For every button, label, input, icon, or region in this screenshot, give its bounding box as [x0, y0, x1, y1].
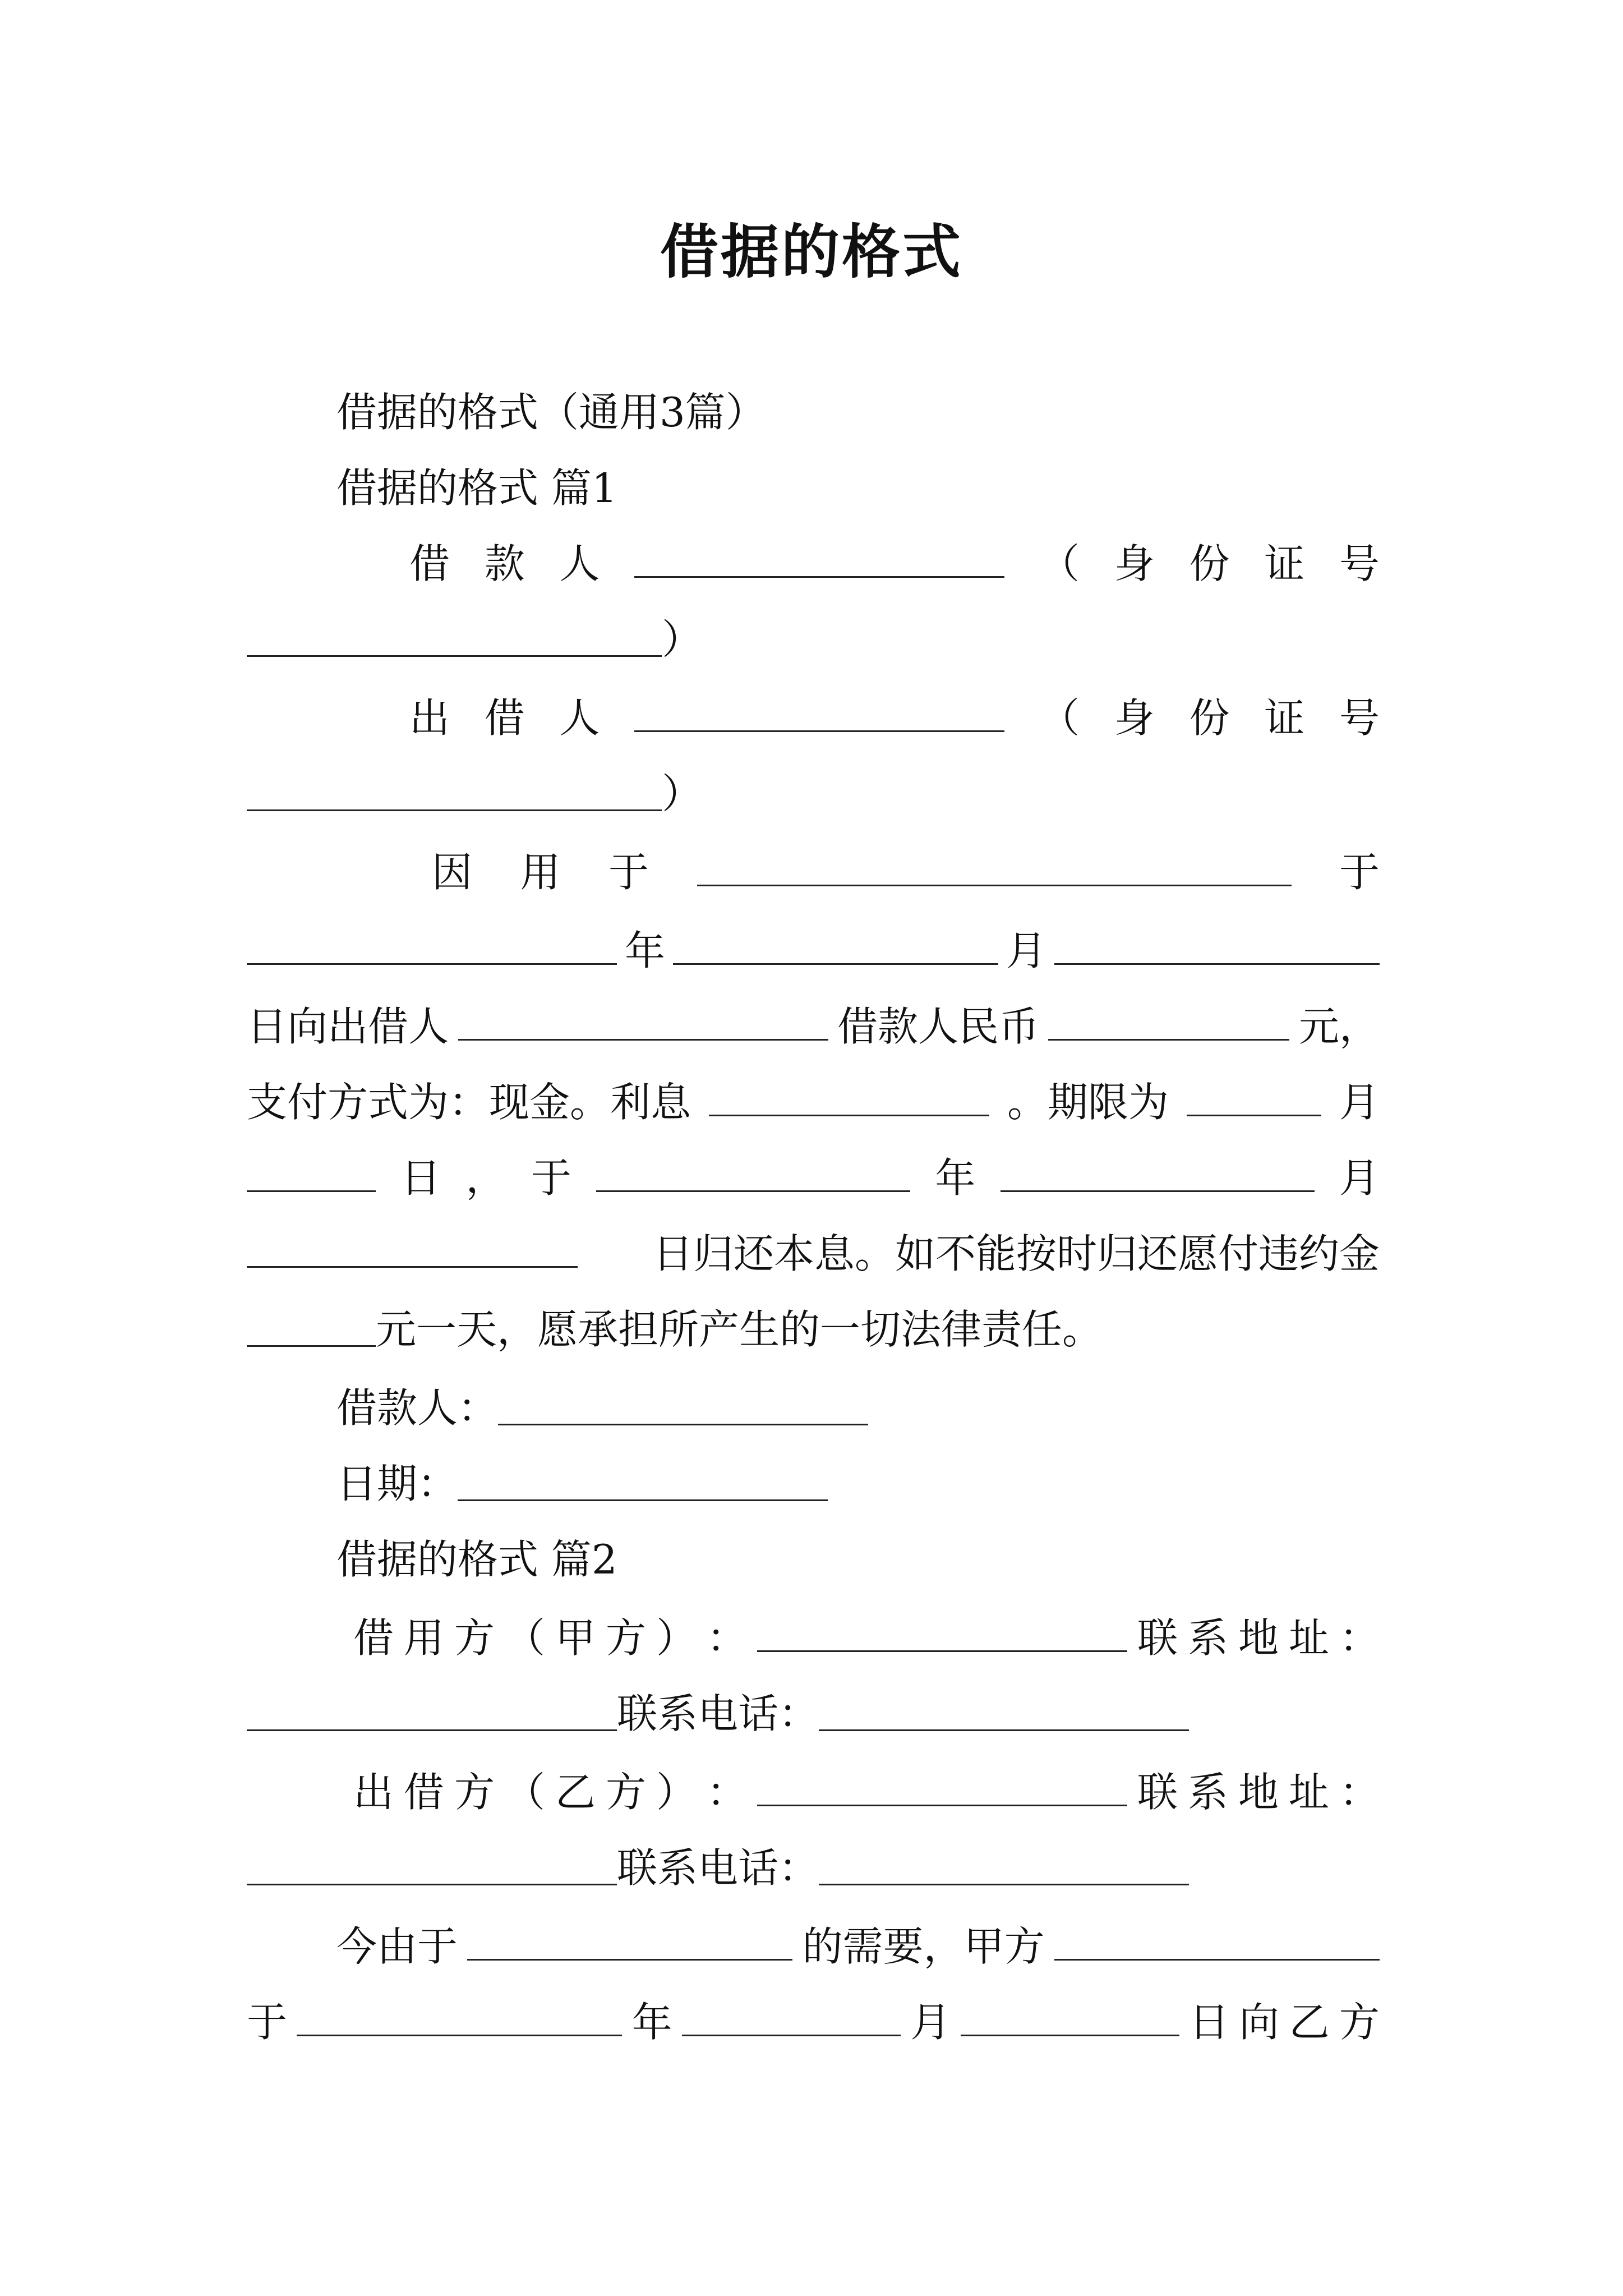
lender-address-blank[interactable] — [247, 1844, 617, 1885]
borrower-party-blank[interactable] — [757, 1611, 1127, 1652]
return-date-line: 日 ， 于 年 月 — [247, 1147, 1380, 1209]
borrower-name-blank[interactable] — [634, 537, 1004, 578]
loan-month-blank[interactable] — [682, 1995, 901, 2036]
term-day-blank[interactable] — [247, 1151, 376, 1192]
purpose-blank[interactable] — [697, 845, 1292, 886]
year-blank[interactable] — [247, 924, 617, 965]
lender-id-line-2: ） — [247, 763, 1380, 825]
sign-borrower-line: 借款人： — [247, 1377, 1380, 1439]
lender-id-blank[interactable] — [247, 770, 662, 811]
sign-date-blank[interactable] — [458, 1460, 828, 1501]
sign-date-line: 日期： — [247, 1453, 1380, 1515]
borrower-id-blank[interactable] — [247, 616, 662, 657]
lender-phone-blank[interactable] — [819, 1844, 1189, 1885]
lender-blank[interactable] — [458, 1000, 828, 1041]
borrower-phone-blank[interactable] — [819, 1690, 1189, 1731]
borrower-contact-line: 联系电话： — [247, 1683, 1380, 1745]
lender-name-blank[interactable] — [634, 691, 1004, 732]
amount-blank[interactable] — [1048, 1000, 1289, 1041]
penalty-blank[interactable] — [247, 1306, 376, 1347]
borrower-id-line-2: ） — [247, 609, 1380, 670]
lender-id-line: 出 借 人 （ 身 份 证 号 — [247, 687, 1380, 749]
reason-line: 今由于 的需要，甲方 — [247, 1916, 1380, 1977]
return-year-blank[interactable] — [596, 1151, 910, 1192]
return-month-blank[interactable] — [1000, 1151, 1315, 1192]
document-title: 借据的格式 — [660, 217, 963, 286]
party-a-blank[interactable] — [1054, 1920, 1380, 1961]
reason-blank[interactable] — [467, 1920, 792, 1961]
repay-line: 日归还本息。如不能按时归还愿付违约金 — [247, 1223, 1380, 1285]
term-month-blank[interactable] — [1187, 1075, 1321, 1116]
loan-day-blank[interactable] — [961, 1995, 1179, 2036]
borrower-id-line: 借 款 人 （ 身 份 证 号 — [247, 533, 1380, 595]
lender-party-blank[interactable] — [757, 1765, 1127, 1806]
payment-line: 支付方式为：现金。利息 。期限为 月 — [247, 1071, 1380, 1133]
section-1-heading: 借据的格式 篇1 — [336, 464, 617, 512]
date-line: 年 月 — [247, 920, 1380, 982]
penalty-line: 元一天，愿承担所产生的一切法律责任。 — [247, 1299, 1380, 1360]
lender-contact-line: 联系电话： — [247, 1837, 1380, 1899]
amount-line: 日向出借人 借款人民币 元， — [247, 996, 1380, 1057]
purpose-line: 因 用 于 于 — [247, 841, 1380, 903]
sign-borrower-blank[interactable] — [498, 1384, 868, 1425]
loan-date-line: 于 年 月 日 向 乙 方 — [247, 1991, 1380, 2053]
loan-year-blank[interactable] — [297, 1995, 622, 2036]
borrower-address-blank[interactable] — [247, 1690, 617, 1731]
borrower-party-line: 借 用 方 （ 甲 方 ） ： 联 系 地 址 ： — [247, 1607, 1380, 1669]
month-blank[interactable] — [673, 924, 998, 965]
interest-blank[interactable] — [709, 1075, 989, 1116]
day-blank[interactable] — [1054, 924, 1380, 965]
lender-party-line: 出 借 方 （ 乙 方 ） ： 联 系 地 址 ： — [247, 1761, 1380, 1823]
return-day-blank[interactable] — [247, 1227, 578, 1268]
intro-line: 借据的格式（通用3篇） — [336, 389, 766, 436]
section-2-heading: 借据的格式 篇2 — [336, 1536, 617, 1583]
